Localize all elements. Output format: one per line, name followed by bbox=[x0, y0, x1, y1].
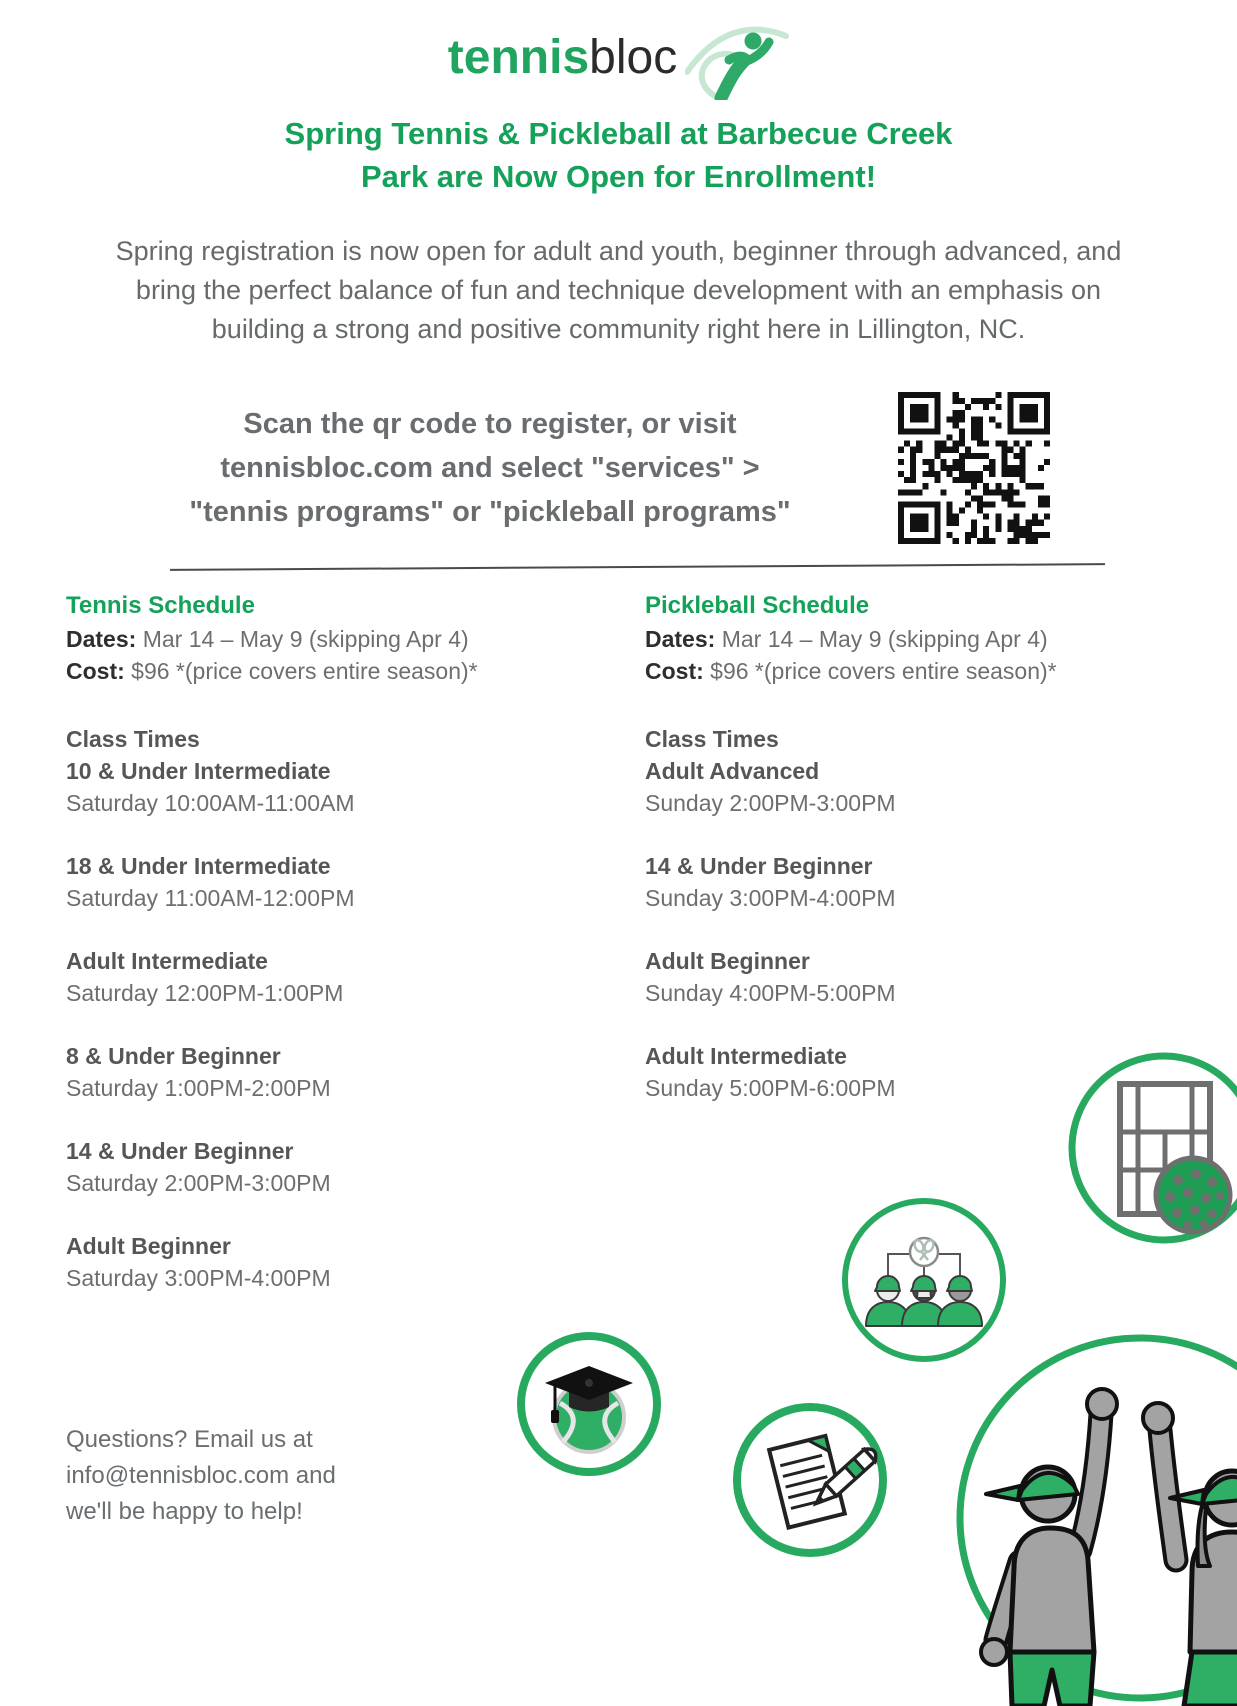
class-time: Sunday 4:00PM-5:00PM bbox=[645, 980, 896, 1006]
class-name: 8 & Under Beginner bbox=[66, 1043, 281, 1069]
qr-instructions bbox=[120, 402, 860, 534]
contact-note-line1: Questions? Email us at bbox=[66, 1426, 313, 1453]
pickleball-class-times-label: Class Times bbox=[645, 726, 779, 752]
pickleball-schedule-column bbox=[645, 590, 1210, 1104]
tennis-schedule-title: Tennis Schedule bbox=[66, 592, 255, 619]
pickleball-court-icon bbox=[1062, 1048, 1237, 1253]
class-name: Adult Intermediate bbox=[66, 948, 268, 974]
divider-line bbox=[170, 563, 1105, 571]
pickleball-dates-value: Mar 14 – May 9 (skipping Apr 4) bbox=[721, 626, 1048, 652]
class-name: 10 & Under Intermediate bbox=[66, 758, 331, 784]
pickleball-dates-label: Dates: bbox=[645, 626, 716, 652]
pickleball-schedule-title: Pickleball Schedule bbox=[645, 592, 870, 619]
tennis-dates-label: Dates: bbox=[66, 626, 137, 652]
intro-paragraph: Spring registration is now open for adult and youth, beginner through advanced, and bring the perfect balance of fun and technique development with an emphasis on building a strong and positive community right here in Lillington, NC. bbox=[115, 236, 1122, 344]
pickleball-class-item bbox=[645, 755, 1210, 819]
pickleball-cost-label: Cost: bbox=[645, 658, 704, 684]
class-name: 14 & Under Beginner bbox=[66, 1138, 294, 1164]
qr-section bbox=[120, 392, 1110, 544]
class-name: Adult Beginner bbox=[645, 948, 810, 974]
contact-note-line3: we'll be happy to help! bbox=[66, 1498, 303, 1525]
qr-instructions-line3: "tennis programs" or "pickleball programs" bbox=[189, 496, 791, 528]
class-name: 18 & Under Intermediate bbox=[66, 853, 331, 879]
qr-code bbox=[890, 392, 1058, 544]
class-time: Saturday 12:00PM-1:00PM bbox=[66, 980, 344, 1006]
tennis-dates bbox=[66, 623, 631, 655]
page-title bbox=[0, 112, 1237, 198]
contact-note bbox=[66, 1422, 336, 1530]
pickleball-cost bbox=[645, 655, 1210, 687]
logo-wordmark-bloc: bloc bbox=[589, 31, 678, 84]
tennis-class-item bbox=[66, 1040, 631, 1104]
class-time: Sunday 5:00PM-6:00PM bbox=[645, 1075, 896, 1101]
celebrating-players-icon bbox=[948, 1322, 1237, 1706]
tennis-cost bbox=[66, 655, 631, 687]
tennis-class-times-label: Class Times bbox=[66, 726, 200, 752]
page-title-line2: Park are Now Open for Enrollment! bbox=[360, 159, 877, 194]
tennis-cost-label: Cost: bbox=[66, 658, 125, 684]
class-time: Saturday 1:00PM-2:00PM bbox=[66, 1075, 331, 1101]
page-title-line1: Spring Tennis & Pickleball at Barbecue Creek bbox=[284, 116, 953, 151]
class-time: Saturday 10:00AM-11:00AM bbox=[66, 790, 355, 816]
class-time: Sunday 3:00PM-4:00PM bbox=[645, 885, 896, 911]
tennis-cost-value: $96 *(price covers entire season)* bbox=[131, 658, 478, 684]
tennis-class-item bbox=[66, 755, 631, 819]
pickleball-class-item bbox=[645, 850, 1210, 914]
class-name: 14 & Under Beginner bbox=[645, 853, 873, 879]
class-time: Sunday 2:00PM-3:00PM bbox=[645, 790, 896, 816]
tennis-player-swoosh-icon bbox=[685, 16, 789, 100]
contact-note-line2: info@tennisbloc.com and bbox=[66, 1462, 336, 1489]
logo bbox=[0, 16, 1237, 100]
tennis-class-item bbox=[66, 945, 631, 1009]
class-name: Adult Beginner bbox=[66, 1233, 231, 1259]
tennis-dates-value: Mar 14 – May 9 (skipping Apr 4) bbox=[142, 626, 469, 652]
tennis-schedule-column bbox=[66, 590, 631, 1294]
pickleball-cost-value: $96 *(price covers entire season)* bbox=[710, 658, 1057, 684]
pickleball-class-item bbox=[645, 945, 1210, 1009]
registration-note-icon bbox=[728, 1398, 892, 1562]
tennis-class-item bbox=[66, 1135, 631, 1199]
logo-wordmark bbox=[447, 31, 678, 84]
class-name: Adult Advanced bbox=[645, 758, 820, 784]
class-name: Adult Intermediate bbox=[645, 1043, 847, 1069]
tennis-class-item bbox=[66, 850, 631, 914]
pickleball-dates bbox=[645, 623, 1210, 655]
class-time: Saturday 2:00PM-3:00PM bbox=[66, 1170, 331, 1196]
class-time: Saturday 11:00AM-12:00PM bbox=[66, 885, 355, 911]
qr-instructions-line2: tennisbloc.com and select "services" > bbox=[220, 452, 760, 484]
graduation-tennis-ball-icon bbox=[513, 1328, 665, 1480]
tennis-class-item bbox=[66, 1230, 631, 1294]
class-time: Saturday 3:00PM-4:00PM bbox=[66, 1265, 331, 1291]
logo-wordmark-tennis: tennis bbox=[447, 31, 590, 84]
qr-instructions-line1: Scan the qr code to register, or visit bbox=[243, 408, 737, 440]
